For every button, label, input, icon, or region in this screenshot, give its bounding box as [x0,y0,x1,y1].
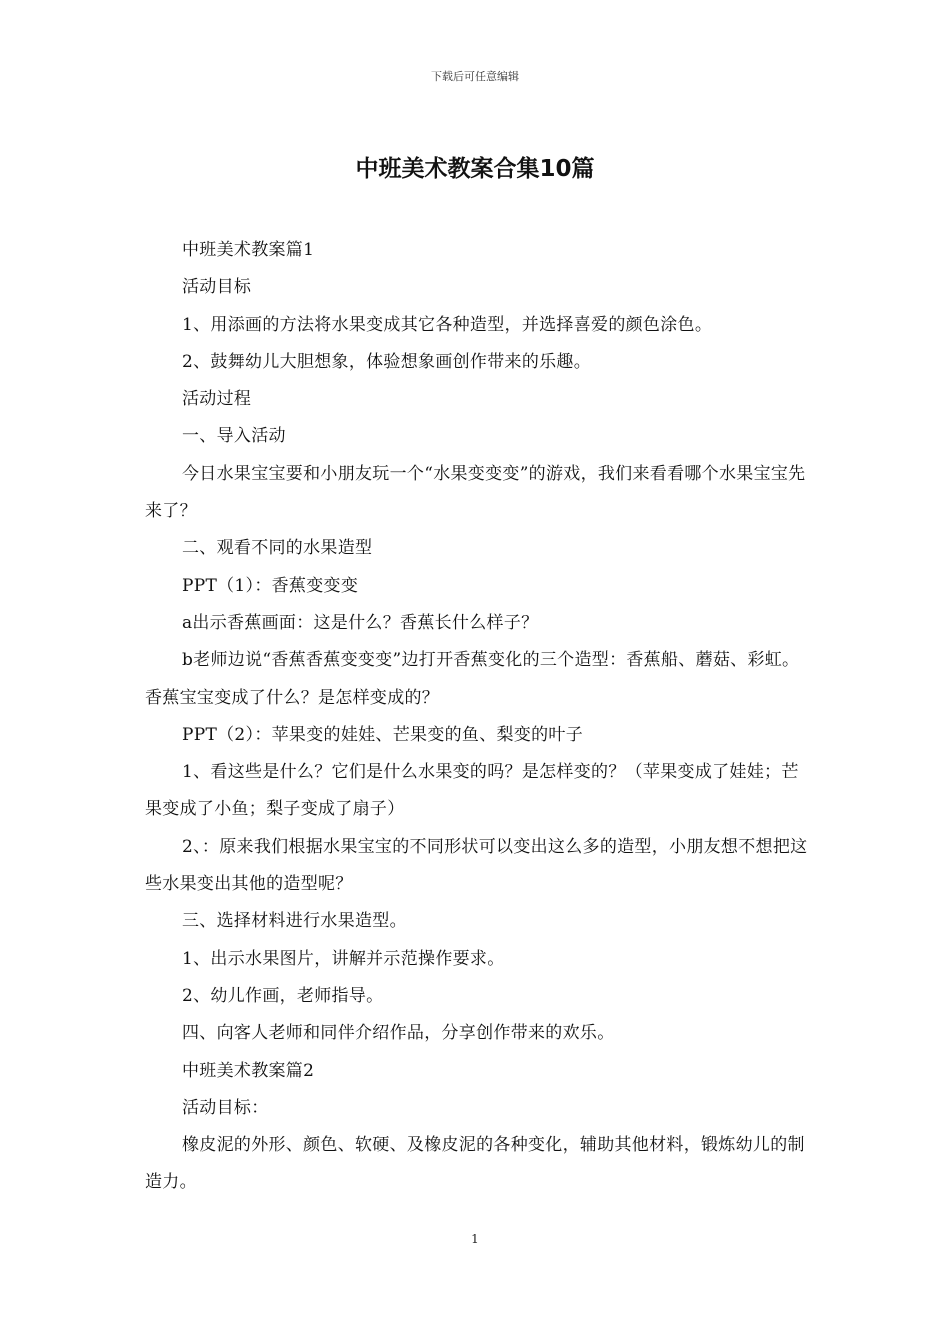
paragraph: PPT（1）：香蕉变变变 [182,575,359,596]
paragraph: 1、出示水果图片，讲解并示范操作要求。 [182,948,505,969]
header-note: 下载后可任意编辑 [431,70,519,83]
paragraph: 一、导入活动 [182,426,286,447]
paragraph: 四、向客人老师和同伴介绍作品，分享创作带来的欢乐。 [182,1023,615,1044]
section-heading: 中班美术教案篇1 [182,240,315,260]
paragraph: 橡皮泥的外形、颜色、软硬、及橡皮泥的各种变化，辅助其他材料，锻炼幼儿的制造力。 [145,1135,805,1193]
paragraph: 活动目标 [182,277,252,298]
paragraph: 三、选择材料进行水果造型。 [182,911,407,932]
paragraph: 1、看这些是什么？它们是什么水果变的吗？是怎样变的？（苹果变成了娃娃；芒果变成了小鱼；梨子变成了扇子） [145,762,799,820]
document-body [145,232,810,1202]
page-number: 1 [471,1232,479,1246]
document-title: 中班美术教案合集10篇 [355,156,595,182]
paragraph: b老师边说“香蕉香蕉变变变”边打开香蕉变化的三个造型：香蕉船、蘑菇、彩虹。香蕉宝宝变成了什么？是怎样变成的？ [145,650,800,708]
paragraph: a出示香蕉画面：这是什么？香蕉长什么样子？ [182,612,539,633]
paragraph: 2、幼儿作画，老师指导。 [182,985,384,1006]
section-heading: 中班美术教案篇2 [182,1060,315,1081]
paragraph: 二、观看不同的水果造型 [182,538,373,559]
paragraph: 1、用添画的方法将水果变成其它各种造型，并选择喜爱的颜色涂色。 [182,314,713,335]
paragraph: 2、鼓舞幼儿大胆想象，体验想象画创作带来的乐趣。 [182,351,592,372]
paragraph: PPT（2）：苹果变的娃娃、芒果变的鱼、梨变的叶子 [182,724,584,745]
paragraph: 活动过程 [182,389,252,410]
paragraph: 2、：原来我们根据水果宝宝的不同形状可以变出这么多的造型，小朋友想不想把这些水果变出其他的造型呢？ [145,836,808,895]
paragraph: 今日水果宝宝要和小朋友玩一个“水果变变变”的游戏，我们来看看哪个水果宝宝先来了？ [145,463,806,522]
paragraph: 活动目标： [182,1097,269,1118]
